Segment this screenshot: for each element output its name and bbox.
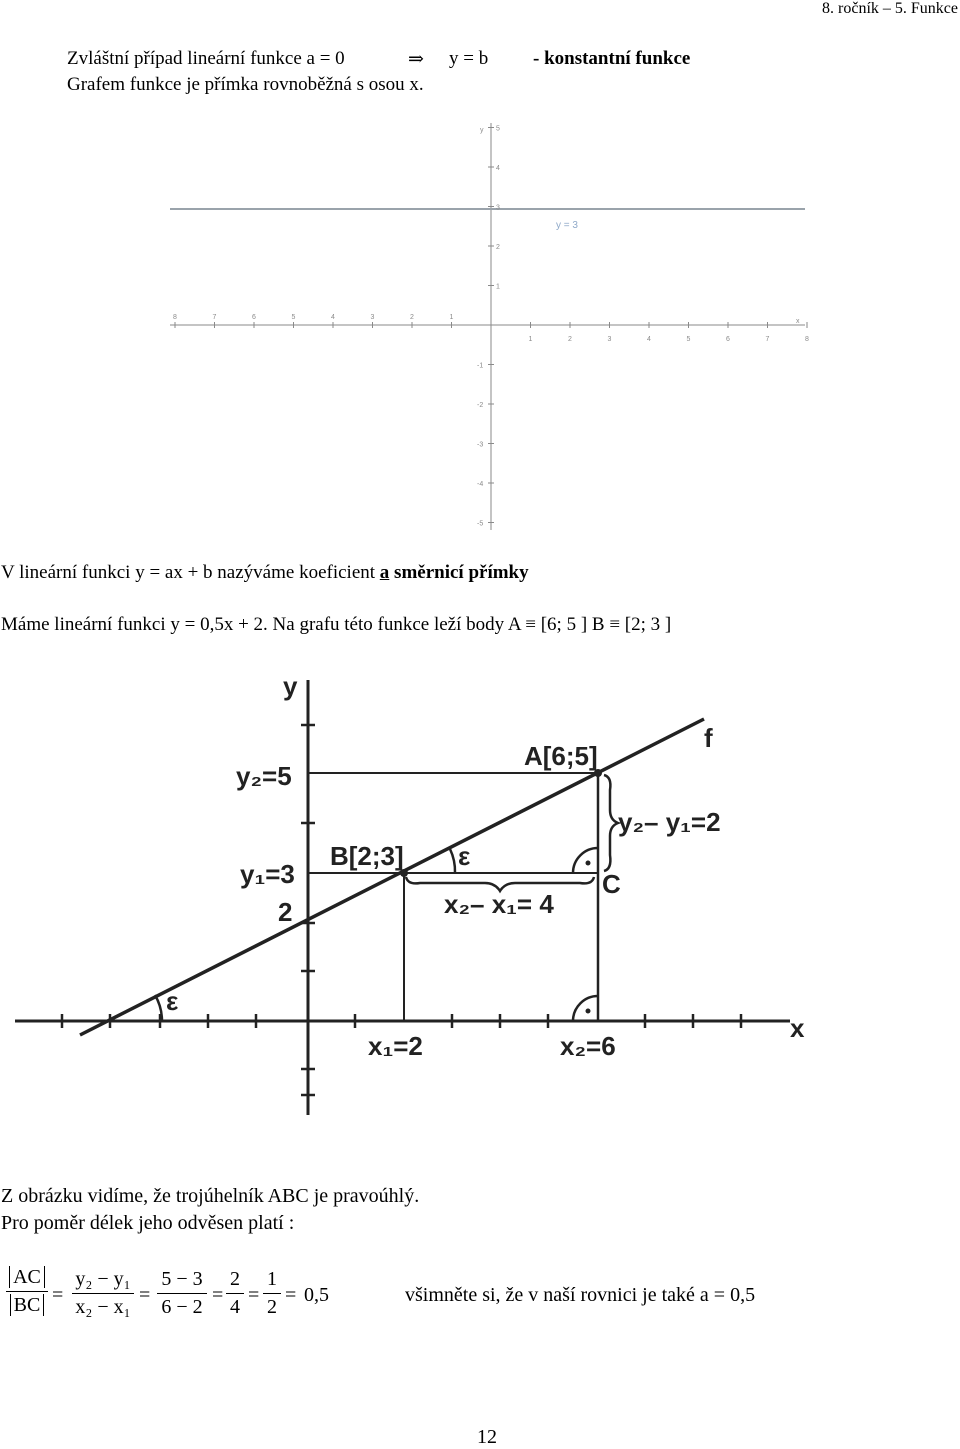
eq-sign-2: = [139, 1284, 151, 1306]
g2-y1-label: y₁=3 [240, 859, 295, 889]
formula-result: 0,5 [304, 1284, 329, 1306]
frac-ac: AC [9, 1266, 45, 1288]
frac-num-values: 5 − 3 [157, 1268, 207, 1294]
frac-den-4: 4 [230, 1296, 240, 1318]
g1-x-tick-label: 4 [647, 336, 651, 343]
frac-num-2: 2 [226, 1268, 244, 1294]
g2-y2-label: y₂=5 [236, 761, 292, 791]
g1-y-tick-label: 3 [496, 204, 500, 212]
g1-y-tick-label: -2 [477, 402, 484, 409]
frac-y-diff: y₂ − y₁ [72, 1268, 134, 1294]
g2-c-label: C [602, 869, 621, 899]
g1-y-tick-label: 2 [496, 244, 500, 251]
definition-term: směrnicí přímky [394, 562, 529, 583]
g1-y-axis-letter: y [480, 127, 484, 134]
g1-line-label: y = 3 [556, 220, 578, 231]
frac-bc: BC [10, 1294, 45, 1316]
linear-function-graph [0, 665, 830, 1135]
eq-sign-1: = [52, 1284, 64, 1306]
g2-x-axis-label: x [790, 1013, 805, 1043]
g2-angle-arc-b [450, 849, 455, 873]
conclusion-line-2: Pro poměr délek jeho odvěsen platí : [1, 1212, 295, 1234]
special-case-text: Zvláštní případ lineární funkce a = 0 [67, 48, 345, 69]
g2-x1-label: x₁=2 [368, 1031, 423, 1061]
g2-dy-label: y₂– y₁=2 [618, 807, 721, 837]
g2-epsilon-b: ε [458, 841, 471, 871]
g1-x-tick-label: 4 [331, 314, 335, 321]
fraction-ac-bc [6, 1266, 48, 1317]
g2-f-label: f [704, 723, 713, 753]
eq-sign-4: = [248, 1284, 260, 1306]
constant-function-graph [160, 118, 810, 538]
g1-x-tick-label: 1 [528, 336, 533, 343]
g1-x-tick-label: 3 [607, 336, 612, 343]
g2-a-label: A[6;5] [524, 741, 598, 771]
g2-intercept-label: 2 [278, 897, 293, 927]
g1-x-tick-label: 7 [212, 314, 217, 321]
g1-x-tick-label: 7 [765, 336, 770, 343]
constant-function-label: - konstantní funkce [533, 48, 691, 69]
g2-epsilon-axis: ε [166, 986, 179, 1016]
graph-description: Grafem funkce je přímka rovnoběžná s osou x. [67, 74, 424, 95]
g1-y-tick-label: -4 [477, 481, 484, 488]
frac-den-values: 6 − 2 [161, 1296, 203, 1318]
g1-x-tick-label: 5 [291, 314, 296, 321]
g1-x-tick-label: 8 [805, 336, 809, 343]
g2-y-axis-label: y [283, 671, 298, 701]
g1-x-tick-label: 8 [173, 314, 177, 321]
frac-x-diff: x₂ − x₁ [75, 1296, 131, 1318]
y-equals-b: y = b [449, 48, 489, 69]
g1-x-tick-label: 6 [252, 314, 256, 321]
page-number: 12 [477, 1426, 497, 1448]
g2-right-angle-x2 [573, 996, 598, 1021]
g1-x-axis-letter: x [796, 318, 800, 325]
definition-a: a [379, 562, 390, 583]
implies-arrow: ⇒ [408, 49, 424, 70]
g2-brace-dy [604, 775, 618, 871]
page-header: 8. ročník – 5. Funkce [822, 0, 958, 17]
eq-sign-5: = [285, 1284, 297, 1306]
g1-x-tick-label: 3 [370, 314, 375, 321]
g2-right-angle-c [573, 848, 598, 873]
fraction-1-2 [263, 1268, 281, 1319]
g2-right-angle-dot-x2 [586, 1009, 591, 1014]
fraction-values [157, 1268, 207, 1319]
definition-text [1, 562, 529, 584]
example-text: Máme lineární funkci y = 0,5x + 2. Na grafu této funkce leží body A ≡ [6; 5 ] B ≡ [2; 3 ] [1, 614, 672, 635]
eq-sign-3: = [212, 1284, 224, 1306]
g1-x-tick-label: 6 [726, 336, 730, 343]
g1-y-tick-label: -3 [477, 441, 484, 449]
g1-y-tick-label: 4 [496, 165, 500, 172]
g2-right-angle-dot-c [586, 861, 591, 866]
g2-dx-label: x₂– x₁= 4 [444, 889, 554, 919]
g1-x-tick-label: 2 [568, 336, 572, 343]
frac-num-1: 1 [263, 1268, 281, 1294]
g1-y-tick-label: 1 [496, 283, 500, 291]
g1-x-tick-label: 2 [410, 314, 414, 321]
g2-x2-label: x₂=6 [560, 1031, 616, 1061]
definition-prefix: V lineární funkci y = ax + b nazýváme koeficient [1, 562, 376, 583]
g1-x-tick-label: 5 [686, 336, 691, 343]
g2-b-label: B[2;3] [330, 841, 404, 871]
g1-y-tick-label: 5 [496, 125, 500, 133]
g1-y-tick-label: -1 [477, 362, 484, 370]
formula-note: všimněte si, že v naší rovnici je také a = 0,5 [405, 1284, 756, 1306]
frac-den-2: 2 [267, 1296, 277, 1318]
g1-x-tick-label: 1 [449, 314, 454, 321]
fraction-2-4 [226, 1268, 244, 1319]
fraction-y-x [72, 1268, 134, 1319]
conclusion-line-1: Z obrázku vidíme, že trojúhelník ABC je pravoúhlý. [1, 1185, 420, 1207]
g1-y-tick-label: -5 [477, 520, 484, 528]
